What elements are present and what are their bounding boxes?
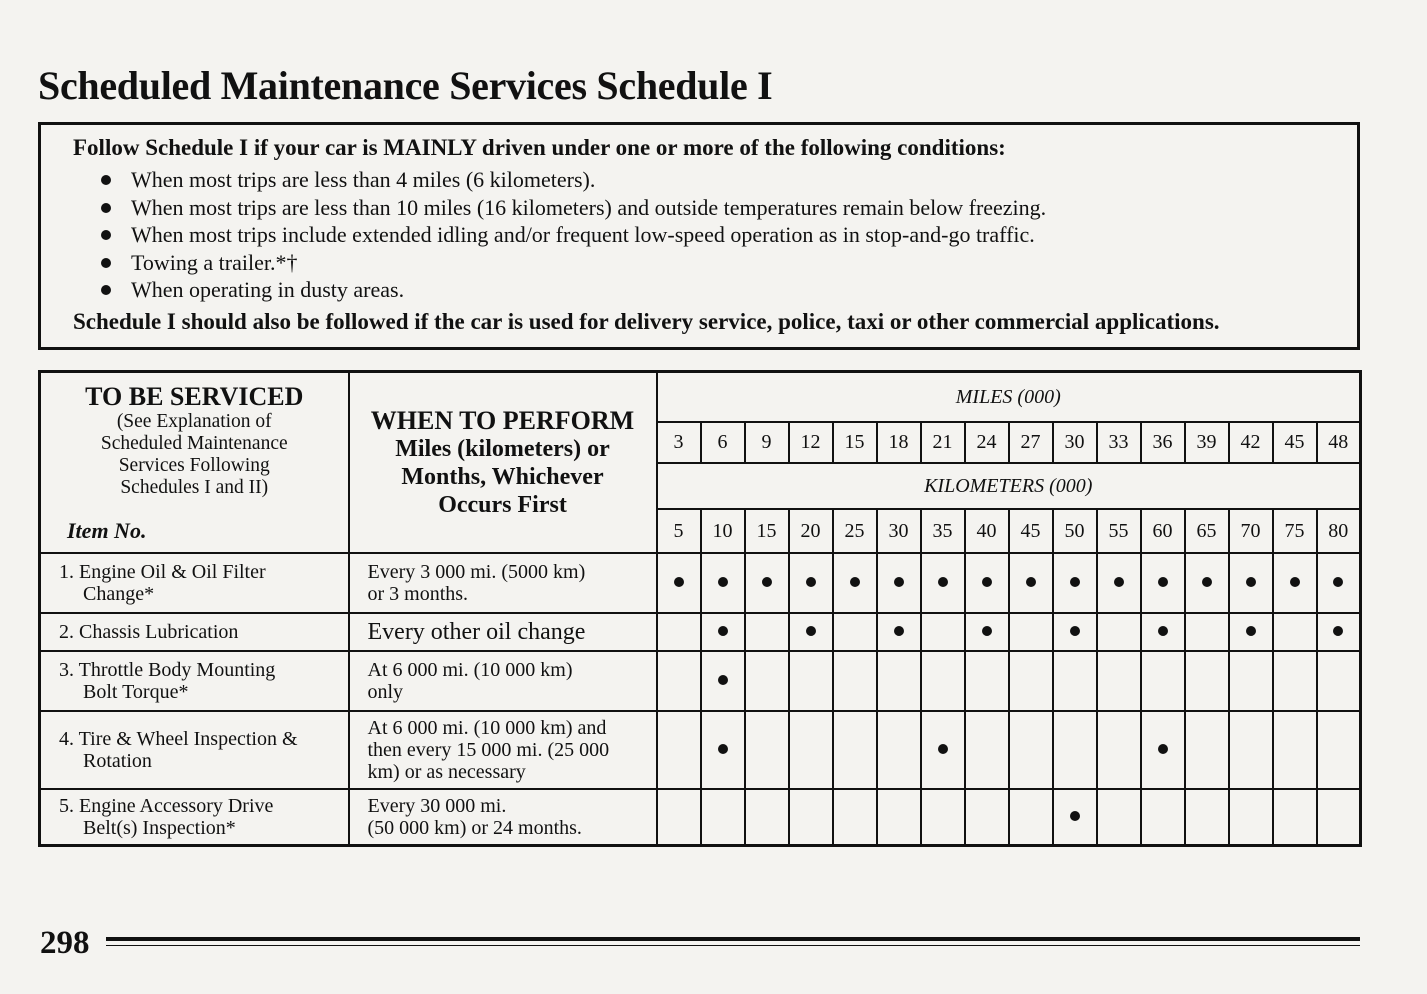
interval-cell: 21 — [921, 422, 965, 463]
item-label-cont: Rotation — [83, 750, 152, 772]
header-to-be-serviced — [40, 372, 349, 554]
service-dot-icon — [718, 577, 728, 587]
item-label-cont: Belt(s) Inspection* — [83, 816, 236, 839]
service-dot-icon — [938, 577, 948, 587]
service-dot-icon — [1158, 744, 1168, 754]
interval-mark-cell — [1097, 711, 1141, 789]
when-line: then every 15 000 mi. (25 000 — [367, 739, 610, 761]
item-label: Engine Accessory Drive — [79, 794, 274, 817]
interval-mark-cell — [833, 789, 877, 845]
header-when-to-perform: WHEN TO PERFORM Miles (kilometers) or Months, Whichever Occurs First — [349, 372, 657, 554]
interval-mark-cell — [657, 651, 701, 711]
interval-cell: 30 — [877, 509, 921, 553]
service-dot-icon — [718, 744, 728, 754]
item-no-label: Item No. — [67, 518, 147, 543]
interval-cell: 25 — [833, 509, 877, 553]
item-label-cont: Change* — [83, 583, 155, 605]
interval-mark-cell — [745, 651, 789, 711]
when-line: Every 30 000 mi. — [367, 794, 507, 817]
interval-mark-cell — [877, 651, 921, 711]
interval-mark-cell — [1097, 789, 1141, 845]
interval-mark-cell — [877, 553, 921, 613]
interval-cell: 27 — [1009, 422, 1053, 463]
item-number: 2. — [59, 621, 74, 643]
table-row — [40, 651, 1361, 711]
interval-mark-cell — [921, 789, 965, 845]
bullet-icon — [101, 203, 111, 213]
interval-mark-cell — [1009, 711, 1053, 789]
interval-cell: 12 — [789, 422, 833, 463]
interval-mark-cell — [1273, 553, 1317, 613]
interval-mark-cell — [1229, 613, 1273, 651]
interval-mark-cell — [965, 613, 1009, 651]
interval-cell: 24 — [965, 422, 1009, 463]
service-dot-icon — [1333, 577, 1343, 587]
service-dot-icon — [762, 577, 772, 587]
interval-mark-cell — [833, 651, 877, 711]
service-item — [40, 613, 349, 651]
item-label: Chassis Lubrication — [79, 621, 239, 643]
to-be-serviced-note: (See Explanation of Scheduled Maintenance Services Following Schedules I and II) — [100, 411, 288, 498]
item-number: 5. — [59, 794, 74, 817]
interval-cell: 10 — [701, 509, 745, 553]
maintenance-schedule-table — [38, 370, 1362, 847]
interval-mark-cell — [1097, 651, 1141, 711]
interval-mark-cell — [1185, 613, 1229, 651]
item-label: Tire & Wheel Inspection & — [78, 728, 298, 750]
conditions-heading: Follow Schedule I if your car is MAINLY driven under one or more of the following conditions: — [73, 135, 1006, 160]
interval-cell: 50 — [1053, 509, 1097, 553]
interval-mark-cell — [877, 789, 921, 845]
service-dot-icon — [718, 626, 728, 636]
interval-mark-cell — [701, 553, 745, 613]
interval-cell: 20 — [789, 509, 833, 553]
service-dot-icon — [938, 744, 948, 754]
interval-mark-cell — [1273, 613, 1317, 651]
interval-mark-cell — [1141, 553, 1185, 613]
interval-mark-cell — [789, 789, 833, 845]
interval-cell: 15 — [745, 509, 789, 553]
interval-mark-cell — [833, 613, 877, 651]
interval-mark-cell — [789, 651, 833, 711]
service-dot-icon — [1202, 577, 1212, 587]
interval-mark-cell — [1053, 789, 1097, 845]
interval-mark-cell — [1185, 651, 1229, 711]
interval-mark-cell — [1009, 651, 1053, 711]
interval-mark-cell — [1097, 553, 1141, 613]
interval-cell: 35 — [921, 509, 965, 553]
interval-mark-cell — [657, 613, 701, 651]
interval-cell: 40 — [965, 509, 1009, 553]
when-to-perform — [349, 789, 657, 845]
interval-cell: 42 — [1229, 422, 1273, 463]
service-dot-icon — [1246, 626, 1256, 636]
when-to-perform — [349, 553, 657, 613]
interval-cell: 15 — [833, 422, 877, 463]
interval-mark-cell — [1053, 613, 1097, 651]
service-dot-icon — [1246, 577, 1256, 587]
interval-mark-cell — [1141, 651, 1185, 711]
item-number: 4. — [59, 728, 74, 750]
item-label-cont: Bolt Torque* — [83, 681, 189, 703]
interval-mark-cell — [1273, 651, 1317, 711]
interval-mark-cell — [701, 613, 745, 651]
interval-mark-cell — [1317, 613, 1361, 651]
interval-cell: 9 — [745, 422, 789, 463]
interval-mark-cell — [1229, 553, 1273, 613]
interval-mark-cell — [1053, 651, 1097, 711]
interval-mark-cell — [1141, 613, 1185, 651]
interval-mark-cell — [1317, 789, 1361, 845]
item-number: 1. — [59, 561, 74, 583]
interval-cell: 45 — [1009, 509, 1053, 553]
interval-cell: 39 — [1185, 422, 1229, 463]
service-dot-icon — [1070, 811, 1080, 821]
interval-cell: 18 — [877, 422, 921, 463]
item-label: Throttle Body Mounting — [78, 659, 276, 681]
condition-item: When most trips are less than 4 miles (6 kilometers). — [101, 166, 1357, 194]
interval-mark-cell — [1229, 789, 1273, 845]
interval-mark-cell — [745, 711, 789, 789]
interval-mark-cell — [657, 789, 701, 845]
miles-header: MILES (000) — [657, 372, 1361, 423]
interval-mark-cell — [745, 789, 789, 845]
when-line: Every 3 000 mi. (5000 km) — [367, 561, 586, 583]
interval-mark-cell — [1009, 613, 1053, 651]
interval-cell: 45 — [1273, 422, 1317, 463]
when-line: (50 000 km) or 24 months. — [367, 816, 582, 839]
interval-mark-cell — [1317, 553, 1361, 613]
bullet-icon — [101, 175, 111, 185]
service-dot-icon — [894, 577, 904, 587]
interval-mark-cell — [745, 613, 789, 651]
interval-mark-cell — [657, 553, 701, 613]
when-line: or 3 months. — [367, 583, 469, 605]
interval-cell: 75 — [1273, 509, 1317, 553]
page-title: Scheduled Maintenance Services Schedule I — [38, 63, 773, 108]
when-line: only — [367, 681, 404, 703]
bullet-icon — [101, 285, 111, 295]
interval-cell: 80 — [1317, 509, 1361, 553]
when-line: Every other oil change — [367, 619, 586, 645]
condition-item: When most trips are less than 10 miles (16 kilometers) and outside temperatures remain below freezing. — [101, 194, 1357, 222]
service-dot-icon — [1114, 577, 1124, 587]
conditions-footer: Schedule I should also be followed if the car is used for delivery service, police, taxi or other commercial applications. — [73, 308, 1220, 334]
service-dot-icon — [894, 626, 904, 636]
service-dot-icon — [806, 577, 816, 587]
service-dot-icon — [1070, 626, 1080, 636]
interval-cell: 65 — [1185, 509, 1229, 553]
interval-mark-cell — [701, 651, 745, 711]
condition-item: When operating in dusty areas. — [101, 276, 1357, 304]
item-label: Engine Oil & Oil Filter — [79, 561, 266, 583]
interval-mark-cell — [965, 553, 1009, 613]
interval-cell: 70 — [1229, 509, 1273, 553]
interval-mark-cell — [1185, 711, 1229, 789]
interval-mark-cell — [1053, 553, 1097, 613]
interval-cell: 36 — [1141, 422, 1185, 463]
footer-rule — [106, 937, 1360, 941]
service-item — [40, 711, 349, 789]
service-dot-icon — [1070, 577, 1080, 587]
interval-cell: 33 — [1097, 422, 1141, 463]
service-dot-icon — [850, 577, 860, 587]
interval-mark-cell — [1141, 789, 1185, 845]
interval-mark-cell — [1185, 553, 1229, 613]
interval-mark-cell — [701, 789, 745, 845]
service-dot-icon — [1290, 577, 1300, 587]
when-to-perform — [349, 613, 657, 651]
when-line: At 6 000 mi. (10 000 km) — [367, 659, 573, 681]
interval-mark-cell — [701, 711, 745, 789]
item-number: 3. — [59, 659, 74, 681]
service-dot-icon — [1026, 577, 1036, 587]
interval-mark-cell — [1317, 711, 1361, 789]
bullet-icon — [101, 258, 111, 268]
interval-mark-cell — [877, 711, 921, 789]
interval-cell: 48 — [1317, 422, 1361, 463]
interval-mark-cell — [921, 613, 965, 651]
interval-cell: 6 — [701, 422, 745, 463]
service-dot-icon — [1158, 577, 1168, 587]
interval-mark-cell — [1317, 651, 1361, 711]
service-item — [40, 651, 349, 711]
interval-mark-cell — [1141, 711, 1185, 789]
interval-mark-cell — [833, 553, 877, 613]
when-to-perform — [349, 711, 657, 789]
to-be-serviced-title: TO BE SERVICED — [85, 382, 304, 411]
interval-mark-cell — [965, 711, 1009, 789]
service-dot-icon — [982, 577, 992, 587]
interval-mark-cell — [1185, 789, 1229, 845]
interval-cell: 55 — [1097, 509, 1141, 553]
interval-mark-cell — [921, 553, 965, 613]
interval-mark-cell — [1009, 553, 1053, 613]
service-dot-icon — [1333, 626, 1343, 636]
interval-mark-cell — [833, 711, 877, 789]
service-dot-icon — [674, 577, 684, 587]
table-row — [40, 613, 1361, 651]
page-number: 298 — [40, 925, 90, 961]
table-row — [40, 553, 1361, 613]
kilometers-header: KILOMETERS (000) — [657, 463, 1361, 509]
interval-mark-cell — [1273, 789, 1317, 845]
interval-mark-cell — [921, 651, 965, 711]
interval-mark-cell — [745, 553, 789, 613]
conditions-list — [73, 166, 1357, 304]
interval-cell: 3 — [657, 422, 701, 463]
service-item — [40, 789, 349, 845]
when-line: km) or as necessary — [367, 761, 526, 783]
table-row — [40, 711, 1361, 789]
interval-cell: 60 — [1141, 509, 1185, 553]
interval-mark-cell — [657, 711, 701, 789]
interval-mark-cell — [1229, 651, 1273, 711]
interval-cell: 5 — [657, 509, 701, 553]
service-dot-icon — [982, 626, 992, 636]
interval-mark-cell — [965, 789, 1009, 845]
interval-mark-cell — [1229, 711, 1273, 789]
interval-mark-cell — [921, 711, 965, 789]
when-line: At 6 000 mi. (10 000 km) and — [367, 717, 607, 739]
interval-mark-cell — [1273, 711, 1317, 789]
service-dot-icon — [806, 626, 816, 636]
interval-mark-cell — [965, 651, 1009, 711]
when-to-perform — [349, 651, 657, 711]
service-item — [40, 553, 349, 613]
condition-item: Towing a trailer.*† — [101, 249, 1357, 277]
conditions-box — [38, 122, 1360, 350]
interval-mark-cell — [789, 711, 833, 789]
table-row — [40, 789, 1361, 845]
interval-mark-cell — [789, 613, 833, 651]
footer-rule — [106, 945, 1360, 946]
bullet-icon — [101, 230, 111, 240]
interval-mark-cell — [1009, 789, 1053, 845]
interval-cell: 30 — [1053, 422, 1097, 463]
interval-mark-cell — [877, 613, 921, 651]
condition-item: When most trips include extended idling and/or frequent low-speed operation as in stop-and-go traffic. — [101, 221, 1357, 249]
interval-mark-cell — [1053, 711, 1097, 789]
service-dot-icon — [1158, 626, 1168, 636]
interval-mark-cell — [1097, 613, 1141, 651]
service-dot-icon — [718, 675, 728, 685]
interval-mark-cell — [789, 553, 833, 613]
